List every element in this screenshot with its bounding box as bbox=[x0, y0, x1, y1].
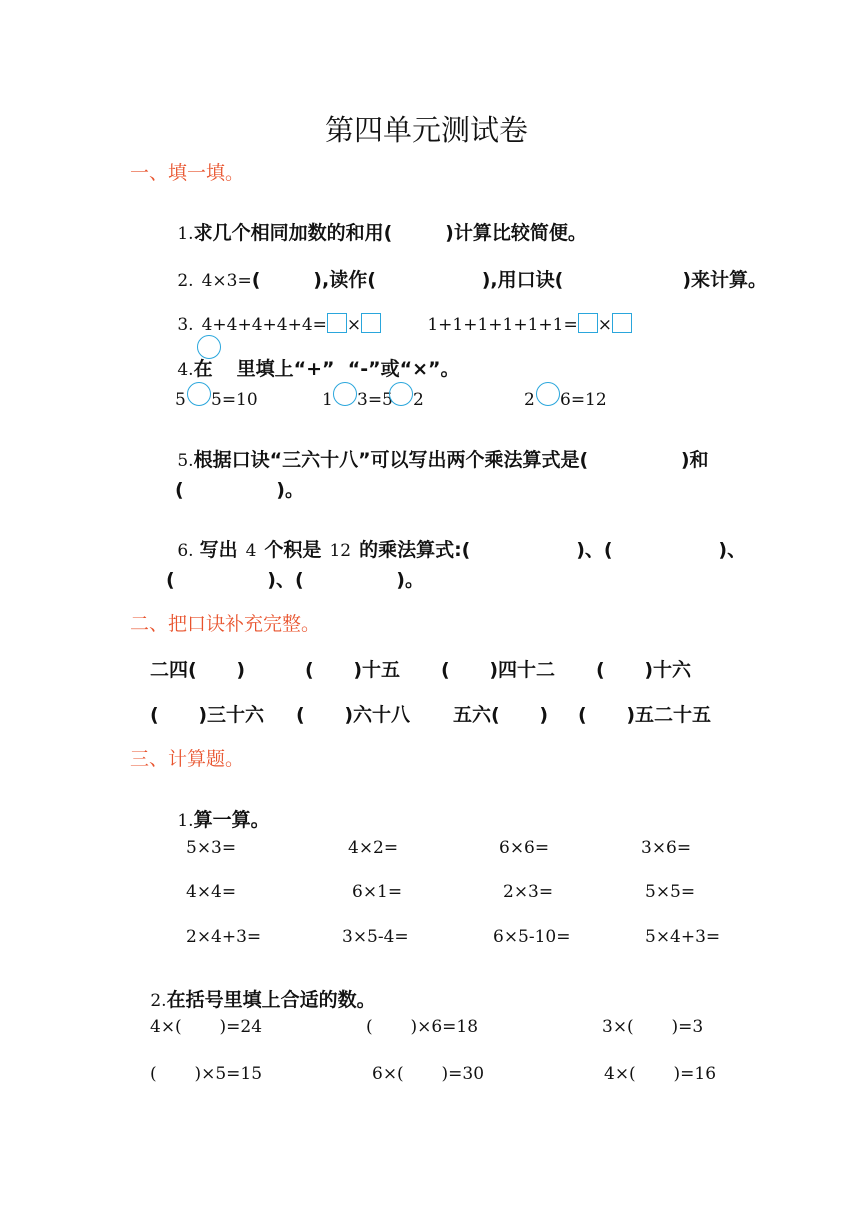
calc-item: 2×4+3= bbox=[186, 927, 262, 947]
question-expression: 4×3= bbox=[201, 271, 252, 291]
fill-item: ( )×5=15 bbox=[150, 1064, 263, 1084]
rhyme-item: ( )四十二 bbox=[441, 659, 556, 681]
question-number: 3. bbox=[177, 315, 194, 335]
fill-item: ( )×6=18 bbox=[366, 1017, 479, 1037]
answer-box[interactable] bbox=[327, 313, 347, 333]
calc-item: 5×5= bbox=[645, 882, 696, 902]
rhyme-item: ( )十五 bbox=[305, 659, 401, 681]
calc-item: 5×3= bbox=[186, 838, 237, 858]
calc-item: 5×4+3= bbox=[645, 927, 721, 947]
operator-item-2-a: 1 bbox=[322, 390, 333, 410]
calc-item: 6×5-10= bbox=[493, 927, 571, 947]
question-expression-left: 4+4+4+4+4= bbox=[201, 315, 327, 335]
fill-item: 6×( )=30 bbox=[372, 1064, 485, 1084]
question-text-post: 里填上“+” “-”或“×”。 bbox=[236, 358, 460, 380]
question-text: 算一算。 bbox=[193, 809, 270, 831]
fill-item: 3×( )=3 bbox=[602, 1017, 704, 1037]
rhyme-item: ( )五二十五 bbox=[578, 704, 712, 726]
rhyme-item: 二四( ) bbox=[150, 659, 246, 681]
rhyme-item: ( )六十八 bbox=[296, 704, 411, 726]
question-number: 4. bbox=[177, 360, 194, 380]
operator-item-2-c: 2 bbox=[413, 390, 424, 410]
section-heading-fill-in: 一、填一填。 bbox=[130, 162, 245, 184]
question-number: 1. bbox=[177, 811, 194, 831]
question-1-5-line-2: ( )。 bbox=[175, 479, 304, 501]
calc-item: 2×3= bbox=[503, 882, 554, 902]
calc-item: 4×4= bbox=[186, 882, 237, 902]
number-12: 12 bbox=[329, 541, 352, 561]
section-heading-calculation: 三、计算题。 bbox=[130, 748, 245, 770]
calc-item: 4×2= bbox=[348, 838, 399, 858]
rhyme-item: ( )三十六 bbox=[150, 704, 265, 726]
number-4: 4 bbox=[245, 541, 257, 561]
operator-circle-input[interactable] bbox=[333, 382, 357, 406]
question-text-pre: 写出 bbox=[199, 539, 238, 561]
question-number: 6. bbox=[177, 541, 194, 561]
fill-item: 4×( )=24 bbox=[150, 1017, 263, 1037]
question-text: 根据口诀“三六十八”可以写出两个乘法算式是( )和 bbox=[193, 449, 709, 471]
operator-item-1-b: 5=10 bbox=[211, 390, 258, 410]
question-text: ( ),读作( ),用口诀( )来计算。 bbox=[251, 269, 768, 291]
question-1-3 bbox=[157, 297, 381, 350]
operator-item-3-b: 6=12 bbox=[560, 390, 607, 410]
operator-circle-input[interactable] bbox=[187, 382, 211, 406]
times-sign: × bbox=[346, 315, 362, 335]
operator-circle-input[interactable] bbox=[389, 382, 413, 406]
rhyme-item: ( )十六 bbox=[596, 659, 692, 681]
question-number: 2. bbox=[150, 991, 167, 1011]
question-expression-right: 1+1+1+1+1+1= bbox=[427, 315, 578, 335]
times-sign: × bbox=[597, 315, 612, 335]
fill-item: 4×( )=16 bbox=[604, 1064, 717, 1084]
answer-box[interactable] bbox=[578, 313, 598, 333]
question-text-post: 的乘法算式:( )、( )、 bbox=[359, 539, 747, 561]
question-number: 5. bbox=[177, 451, 194, 471]
rhyme-item: 五六( ) bbox=[453, 704, 549, 726]
page-title: 第四单元测试卷 bbox=[325, 113, 529, 147]
question-text-mid: 个积是 bbox=[264, 539, 322, 561]
operator-item-1-a: 5 bbox=[175, 390, 186, 410]
operator-item-3-a: 2 bbox=[524, 390, 535, 410]
question-number: 2. bbox=[177, 271, 194, 291]
question-1-1 bbox=[157, 208, 587, 259]
circle-icon bbox=[197, 335, 221, 359]
question-text: 求几个相同加数的和用( )计算比较简便。 bbox=[193, 222, 587, 244]
calc-item: 3×5-4= bbox=[342, 927, 409, 947]
section-heading-rhymes: 二、把口诀补充完整。 bbox=[130, 613, 321, 635]
question-text: 在括号里填上合适的数。 bbox=[166, 989, 376, 1011]
calc-item: 3×6= bbox=[641, 838, 692, 858]
question-number: 1. bbox=[177, 224, 194, 244]
question-1-6-line-2: ( )、( )。 bbox=[166, 569, 424, 591]
answer-box[interactable] bbox=[612, 313, 632, 333]
operator-circle-input[interactable] bbox=[536, 382, 560, 406]
calc-item: 6×1= bbox=[352, 882, 403, 902]
calc-item: 6×6= bbox=[499, 838, 550, 858]
question-text-pre: 在 bbox=[193, 358, 213, 380]
question-1-3-right bbox=[407, 297, 632, 350]
operator-item-2-b: 3=5 bbox=[357, 390, 393, 410]
answer-box[interactable] bbox=[361, 313, 381, 333]
